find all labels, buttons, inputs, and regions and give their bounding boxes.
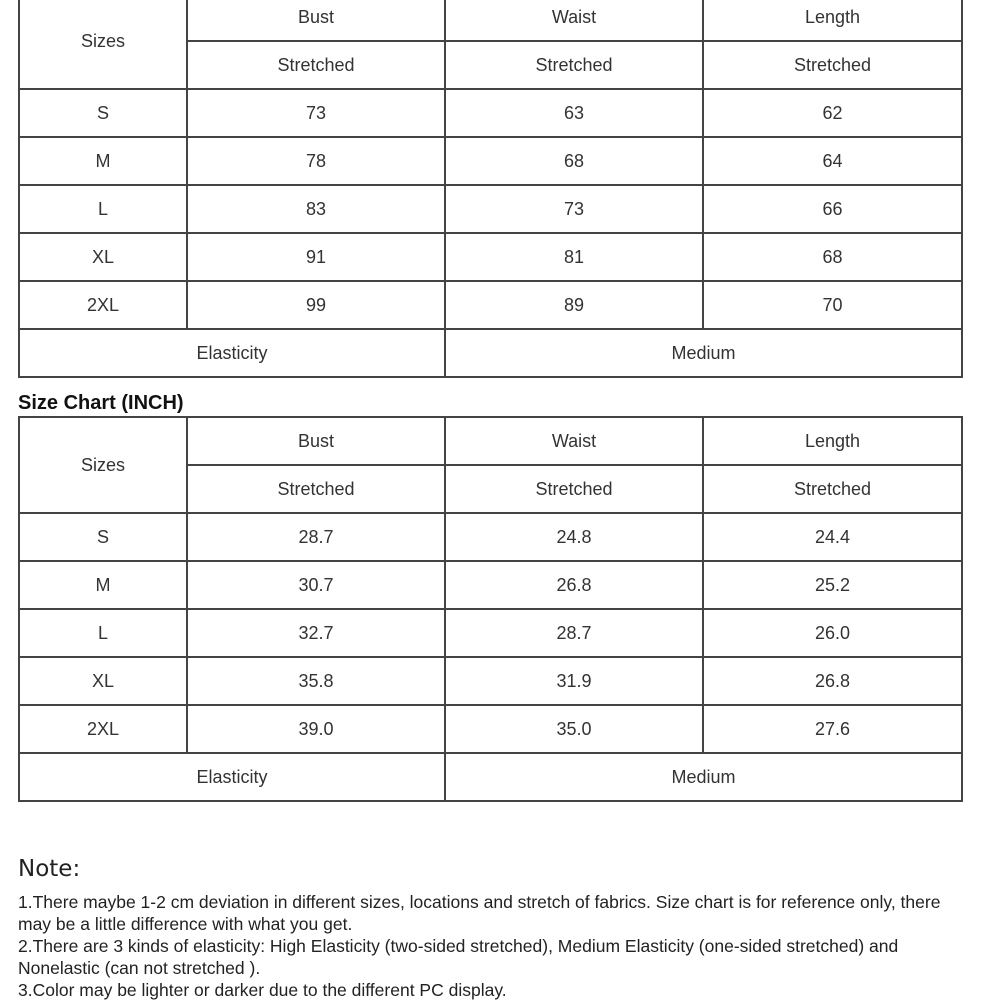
waist-header-cell: Waist — [445, 417, 703, 465]
note-line: 2.There are 3 kinds of elasticity: High Elasticity (two-sided stretched), Medium Elasticity (one-sided stretched) and Nonelastic (can not stretched ). — [18, 936, 899, 978]
length-value-cell: 70 — [703, 281, 962, 329]
size-chart-cm-table — [18, 0, 963, 378]
length-value-cell: 66 — [703, 185, 962, 233]
table-header-row — [19, 0, 962, 41]
waist-value-cell: 31.9 — [445, 657, 703, 705]
bust-value-cell: 78 — [187, 137, 445, 185]
note-body — [18, 891, 978, 1001]
size-cell: S — [19, 513, 187, 561]
bust-header-cell: Bust — [187, 0, 445, 41]
bust-header-cell: Bust — [187, 417, 445, 465]
elasticity-value-cell: Medium — [445, 753, 962, 801]
table-row — [19, 705, 962, 753]
length-value-cell: 25.2 — [703, 561, 962, 609]
elasticity-label-cell: Elasticity — [19, 753, 445, 801]
length-value-cell: 62 — [703, 89, 962, 137]
waist-value-cell: 89 — [445, 281, 703, 329]
note-title: Note: — [18, 856, 81, 882]
waist-sub-cell: Stretched — [445, 465, 703, 513]
waist-value-cell: 26.8 — [445, 561, 703, 609]
bust-value-cell: 32.7 — [187, 609, 445, 657]
sizes-header-cell: Sizes — [19, 0, 187, 89]
table-row — [19, 185, 962, 233]
length-value-cell: 24.4 — [703, 513, 962, 561]
length-value-cell: 68 — [703, 233, 962, 281]
size-cell: XL — [19, 657, 187, 705]
length-value-cell: 26.8 — [703, 657, 962, 705]
table-row — [19, 609, 962, 657]
bust-value-cell: 39.0 — [187, 705, 445, 753]
waist-value-cell: 28.7 — [445, 609, 703, 657]
length-header-cell: Length — [703, 417, 962, 465]
table-row — [19, 561, 962, 609]
size-cell: 2XL — [19, 281, 187, 329]
size-cell: S — [19, 89, 187, 137]
size-cell: L — [19, 609, 187, 657]
bust-value-cell: 99 — [187, 281, 445, 329]
size-cell: XL — [19, 233, 187, 281]
waist-value-cell: 35.0 — [445, 705, 703, 753]
table-row — [19, 281, 962, 329]
note-line: 1.There maybe 1-2 cm deviation in different sizes, locations and stretch of fabrics. Size chart is for reference only, there may be a little difference with what you get. — [18, 892, 941, 934]
size-cell: L — [19, 185, 187, 233]
bust-value-cell: 83 — [187, 185, 445, 233]
length-sub-cell: Stretched — [703, 465, 962, 513]
table-row — [19, 137, 962, 185]
sizes-header-cell: Sizes — [19, 417, 187, 513]
elasticity-row — [19, 753, 962, 801]
waist-header-cell: Waist — [445, 0, 703, 41]
size-cell: M — [19, 137, 187, 185]
waist-value-cell: 81 — [445, 233, 703, 281]
elasticity-value-cell: Medium — [445, 329, 962, 377]
bust-sub-cell: Stretched — [187, 465, 445, 513]
bust-value-cell: 91 — [187, 233, 445, 281]
table-row — [19, 657, 962, 705]
table-row — [19, 89, 962, 137]
size-chart-inch-table — [18, 416, 963, 802]
size-cell: 2XL — [19, 705, 187, 753]
length-sub-cell: Stretched — [703, 41, 962, 89]
waist-value-cell: 24.8 — [445, 513, 703, 561]
bust-value-cell: 35.8 — [187, 657, 445, 705]
bust-value-cell: 30.7 — [187, 561, 445, 609]
waist-sub-cell: Stretched — [445, 41, 703, 89]
waist-value-cell: 68 — [445, 137, 703, 185]
length-value-cell: 27.6 — [703, 705, 962, 753]
waist-value-cell: 73 — [445, 185, 703, 233]
table-header-row — [19, 417, 962, 465]
bust-value-cell: 73 — [187, 89, 445, 137]
elasticity-label-cell: Elasticity — [19, 329, 445, 377]
size-cell: M — [19, 561, 187, 609]
waist-value-cell: 63 — [445, 89, 703, 137]
table-row — [19, 233, 962, 281]
bust-value-cell: 28.7 — [187, 513, 445, 561]
bust-sub-cell: Stretched — [187, 41, 445, 89]
elasticity-row — [19, 329, 962, 377]
length-header-cell: Length — [703, 0, 962, 41]
table-row — [19, 513, 962, 561]
length-value-cell: 26.0 — [703, 609, 962, 657]
length-value-cell: 64 — [703, 137, 962, 185]
inch-table-caption: Size Chart (INCH) — [18, 392, 184, 414]
note-line: 3.Color may be lighter or darker due to the different PC display. — [18, 980, 507, 1000]
